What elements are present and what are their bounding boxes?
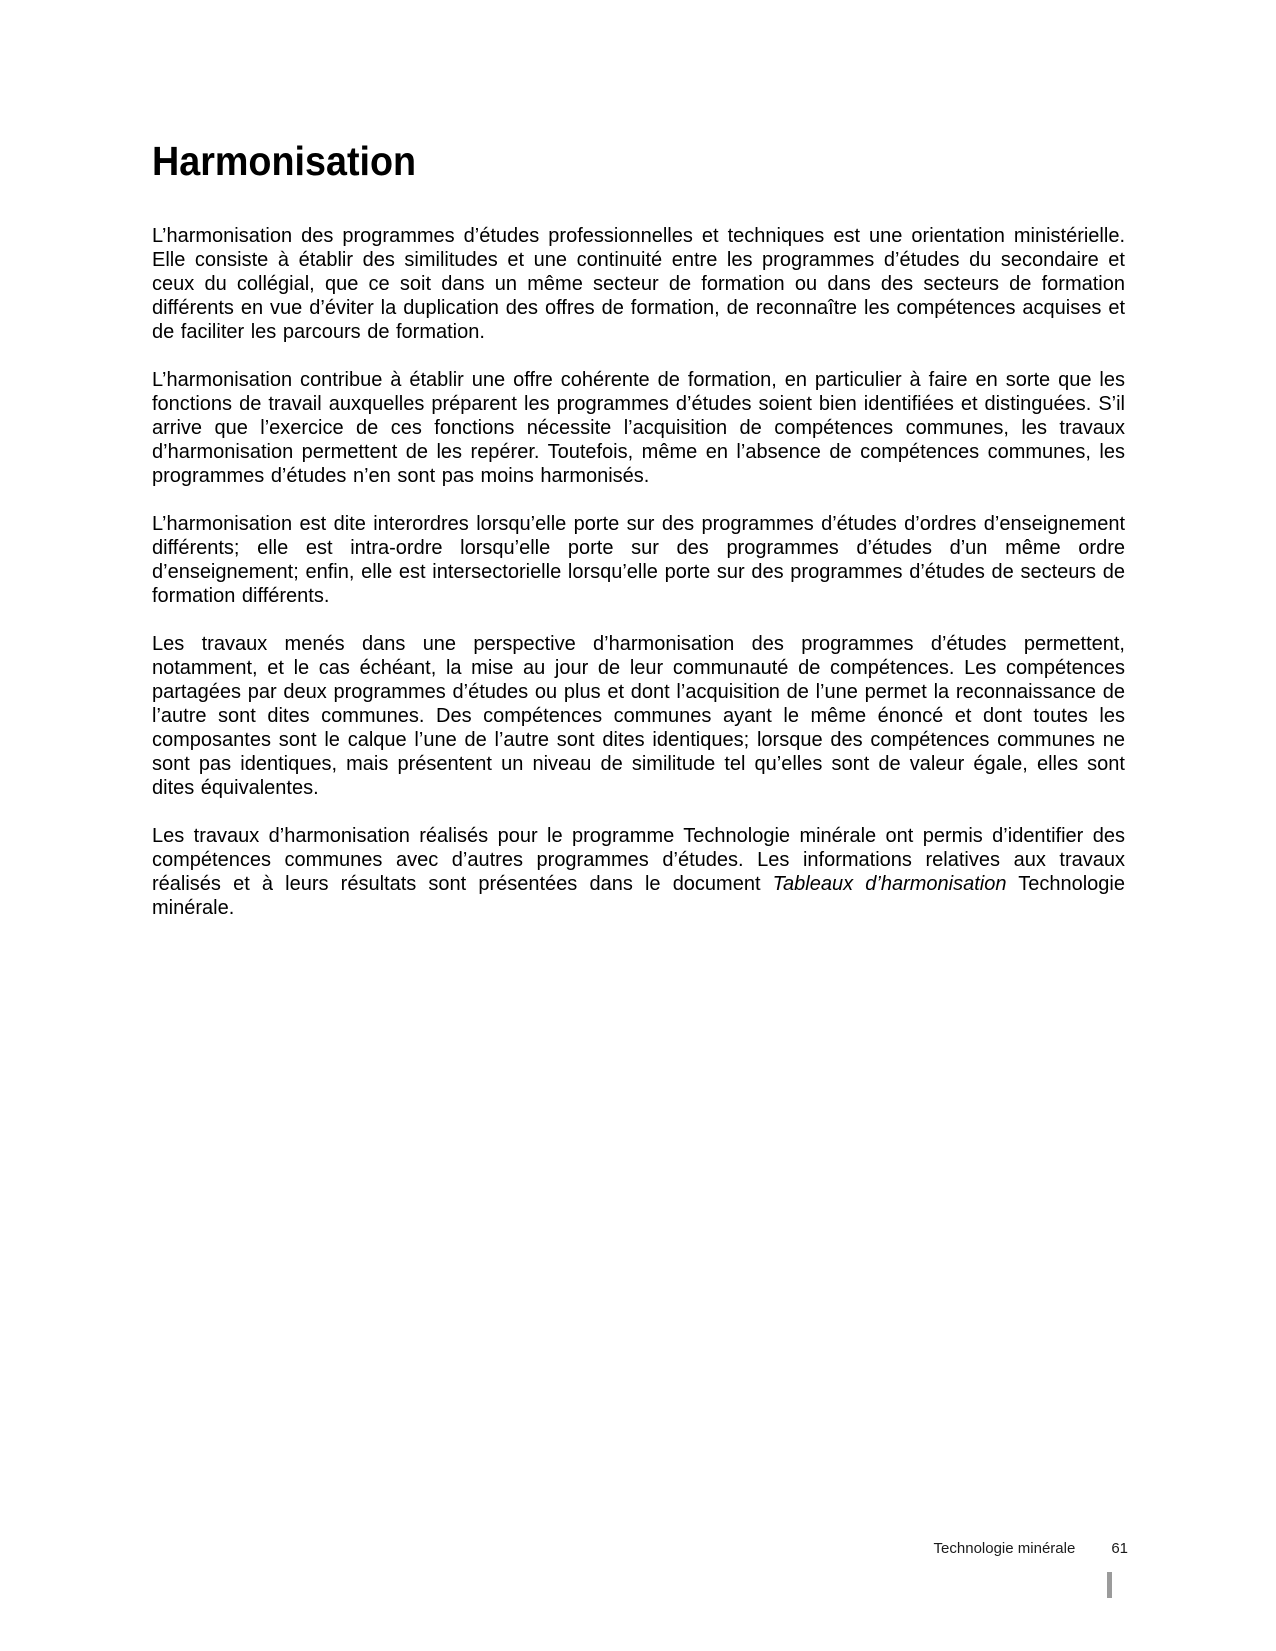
paragraph-travaux-realises <box>152 824 1125 920</box>
paragraph-travaux-realises-start: Les travaux d’harmonisation réalisés pour le programme Technologie minérale ont permis d’identifier des compétences communes avec d’autres programmes d’études. Les informations relatives aux travaux réalisés et à leurs résultats sont présentées dans le document <box>152 825 1125 895</box>
page-content <box>152 140 1125 944</box>
page-title-text: Harmonisation <box>152 138 417 184</box>
referenced-document-title: Tableaux d’harmonisation <box>772 873 1007 895</box>
page-footer <box>934 1540 1128 1558</box>
page-edge-marker <box>1107 1572 1112 1598</box>
paragraph-competences-communes: Les travaux menés dans une perspective d’harmonisation des programmes d’études permettent, notamment, et le cas échéant, la mise au jour de leur communauté de compétences. Les compétences partagées par deux programmes d’études ou plus et dont l’acquisition de l’une permet la reconnaissance de l’autre sont dites communes. Des compétences communes ayant le même énoncé et dont toutes les composantes sont le calque l’une de l’autre sont dites identiques; lorsque des compétences communes ne sont pas identiques, mais présentent un niveau de similitude tel qu’elles sont de valeur égale, elles sont dites équivalentes. <box>152 633 1125 799</box>
footer-page-number: 61 <box>1111 1540 1128 1557</box>
paragraph-harmonisation-intro: L’harmonisation des programmes d’études professionnelles et techniques est une orientation ministérielle. Elle consiste à établir des similitudes et une continuité entre les programmes d’études du secondaire et ceux du collégial, que ce soit dans un même secteur de formation ou dans des secteurs de formation différents en vue d’éviter la duplication des offres de formation, de reconnaître les compétences acquises et de faciliter les parcours de formation. <box>152 225 1125 343</box>
footer-program-name: Technologie minérale <box>933 1540 1076 1557</box>
paragraph-offre-coherente: L’harmonisation contribue à établir une offre cohérente de formation, en particulier à faire en sorte que les fonctions de travail auxquelles préparent les programmes d’études soient bien identifiées et distinguées. S’il arrive que l’exercice de ces fonctions nécessite l’acquisition de compétences communes, les travaux d’harmonisation permettent de les repérer. Toutefois, même en l’absence de compétences communes, les programmes d’études n’en sont pas moins harmonisés. <box>152 369 1125 487</box>
paragraph-types-harmonisation: L’harmonisation est dite interordres lorsqu’elle porte sur des programmes d’études d’ordres d’enseignement différents; elle est intra-ordre lorsqu’elle porte sur des programmes d’études d’un même ordre d’enseignement; enfin, elle est intersectorielle lorsqu’elle porte sur des programmes d’études de secteurs de formation différents. <box>152 513 1125 607</box>
page-title <box>152 140 1125 182</box>
paragraph-travaux-realises-end: Technologie minérale. <box>152 873 1125 919</box>
